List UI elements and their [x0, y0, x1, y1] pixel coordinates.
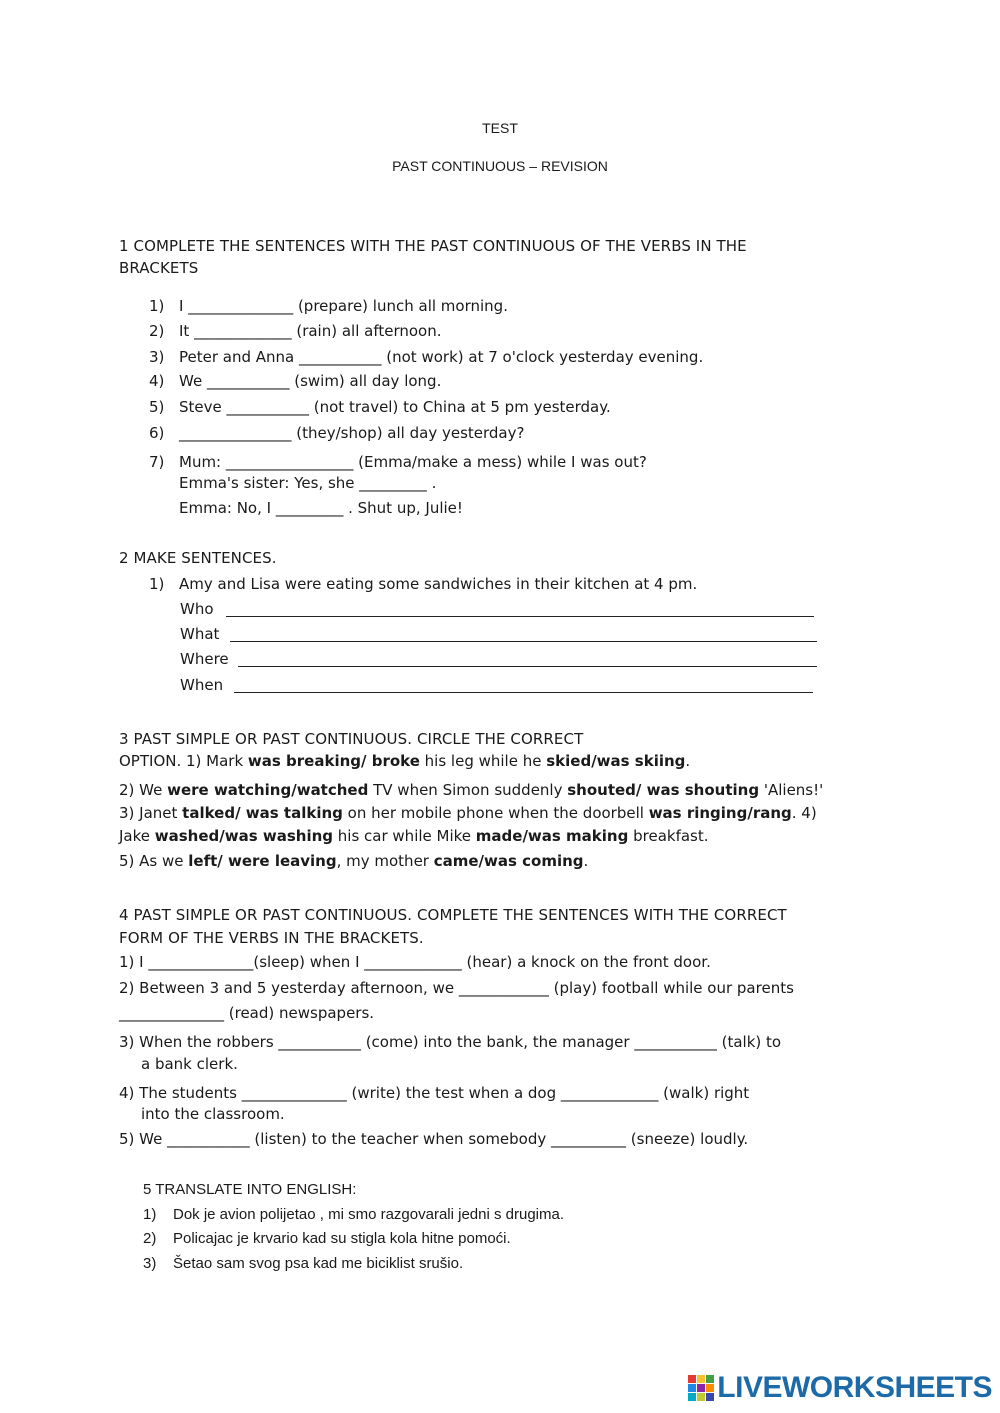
s1-item-num: 2): [149, 322, 165, 340]
s4-line: ______________ (read) newspapers.: [119, 1004, 375, 1022]
s1-item-num: 3): [149, 348, 165, 366]
s1-item-text: I ______________ (prepare) lunch all morning.: [179, 297, 508, 315]
test-subtitle: PAST CONTINUOUS – REVISION: [392, 158, 608, 174]
s4-line: 2) Between 3 and 5 yesterday afternoon, we ____________ (play) football while our parents: [119, 979, 794, 997]
s2-question-what: What: [180, 625, 220, 643]
s1-item-num: 4): [149, 372, 165, 390]
s5-item-num: 3): [143, 1255, 157, 1272]
s2-sentence: Amy and Lisa were eating some sandwiches in their kitchen at 4 pm.: [179, 575, 698, 593]
logo-icon: [688, 1375, 714, 1401]
test-title: TEST: [482, 120, 518, 136]
section4-heading-line1: 4 PAST SIMPLE OR PAST CONTINUOUS. COMPLETE THE SENTENCES WITH THE CORRECT: [119, 906, 787, 924]
answer-line: [230, 641, 817, 642]
s4-line: 3) When the robbers ___________ (come) into the bank, the manager ___________ (talk) to: [119, 1033, 782, 1051]
s1-item-num: 6): [149, 424, 165, 442]
s4-line: a bank clerk.: [141, 1055, 238, 1073]
section4-heading-line2: FORM OF THE VERBS IN THE BRACKETS.: [119, 929, 424, 947]
answer-line: [226, 616, 814, 617]
section1-heading-line1: 1 COMPLETE THE SENTENCES WITH THE PAST CONTINUOUS OF THE VERBS IN THE: [119, 237, 747, 255]
s5-item-text: Dok je avion polijetao , mi smo razgovarali jedni s drugima.: [173, 1206, 565, 1223]
answer-line: [238, 666, 817, 667]
s5-item-num: 2): [143, 1230, 157, 1247]
s5-item-text: Šetao sam svog psa kad me biciklist srušio.: [173, 1255, 464, 1272]
s1-item-text: _______________ (they/shop) all day yesterday?: [179, 424, 525, 442]
section3-heading-line1: 3 PAST SIMPLE OR PAST CONTINUOUS. CIRCLE THE CORRECT: [119, 730, 584, 748]
s4-line: 5) We ___________ (listen) to the teacher when somebody __________ (sneeze) loudly.: [119, 1130, 749, 1148]
s3-line-3: 2) We were watching/watched TV when Simon suddenly shouted/ was shouting 'Aliens!': [119, 781, 824, 799]
s1-item-num: 5): [149, 398, 165, 416]
s1-item-text: Steve ___________ (not travel) to China at 5 pm yesterday.: [179, 398, 611, 416]
s2-item-num: 1): [149, 575, 165, 593]
section2-heading: 2 MAKE SENTENCES.: [119, 549, 277, 567]
s3-line-6: 5) As we left/ were leaving, my mother came/was coming.: [119, 852, 589, 870]
section5-heading: 5 TRANSLATE INTO ENGLISH:: [143, 1181, 357, 1198]
s5-item-text: Policajac je krvario kad su stigla kola hitne pomoći.: [173, 1230, 511, 1247]
s3-line-5: Jake washed/was washing his car while Mike made/was making breakfast.: [119, 827, 709, 845]
s2-question-when: When: [180, 676, 224, 694]
logo-text: LIVEWORKSHEETS: [717, 1371, 992, 1404]
s3-line-4: 3) Janet talked/ was talking on her mobile phone when the doorbell was ringing/rang. 4): [119, 804, 817, 822]
s1-item7-line2: Emma's sister: Yes, she _________ .: [179, 474, 437, 492]
s1-item-text: Peter and Anna ___________ (not work) at 7 o'clock yesterday evening.: [179, 348, 704, 366]
section1-heading-line2: BRACKETS: [119, 259, 199, 277]
liveworksheets-logo: [688, 1371, 992, 1405]
s1-item7-line3: Emma: No, I _________ . Shut up, Julie!: [179, 499, 463, 517]
s2-question-where: Where: [180, 650, 229, 668]
s5-item-num: 1): [143, 1206, 157, 1223]
s4-line: into the classroom.: [141, 1105, 285, 1123]
s1-item-text: It _____________ (rain) all afternoon.: [179, 322, 442, 340]
s3-line-2: OPTION. 1) Mark was breaking/ broke his leg while he skied/was skiing.: [119, 752, 691, 770]
s1-item-num: 7): [149, 453, 165, 471]
s1-item-text: Mum: _________________ (Emma/make a mess) while I was out?: [179, 453, 647, 471]
s1-item-num: 1): [149, 297, 165, 315]
s1-item-text: We ___________ (swim) all day long.: [179, 372, 442, 390]
s2-question-who: Who: [180, 600, 214, 618]
answer-line: [234, 692, 813, 693]
s4-line: 4) The students ______________ (write) the test when a dog _____________ (walk) right: [119, 1084, 750, 1102]
s4-line: 1) I ______________(sleep) when I _____________ (hear) a knock on the front door.: [119, 953, 711, 971]
